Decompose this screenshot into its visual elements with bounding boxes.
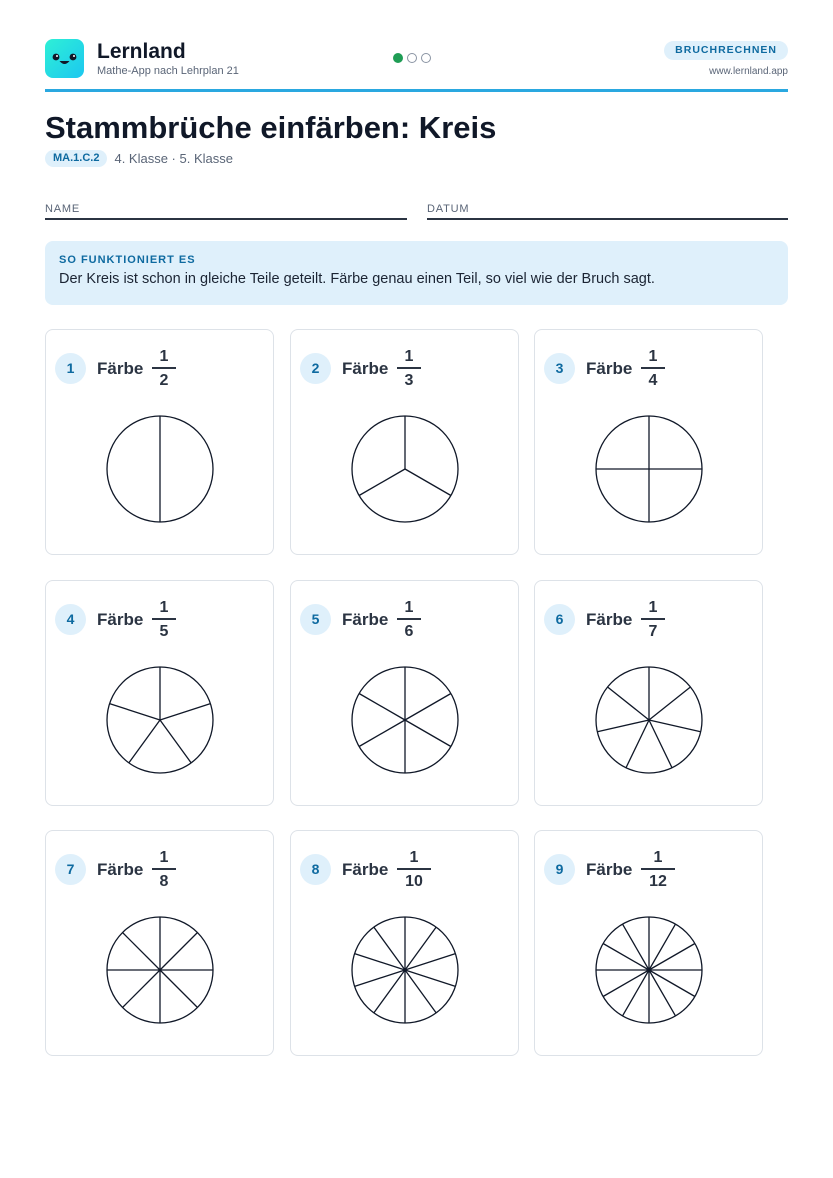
progress-dot-3 (421, 53, 431, 63)
brand-name: Lernland (97, 40, 186, 63)
task-number-badge: 8 (300, 854, 331, 885)
fraction-denominator: 5 (159, 623, 169, 640)
brand-tagline: Mathe-App nach Lehrplan 21 (97, 65, 239, 77)
instructions-box (45, 241, 788, 305)
task-number-badge: 2 (300, 353, 331, 384)
task-number-badge: 4 (55, 604, 86, 635)
fraction (398, 848, 430, 891)
task-card (290, 329, 519, 555)
fraction-circle[interactable] (105, 414, 215, 524)
task-instruction: Färbe (97, 860, 144, 879)
fraction-denominator: 12 (649, 873, 667, 890)
header-divider (45, 89, 788, 92)
site-url: www.lernland.app (709, 66, 788, 77)
fraction-numerator: 1 (159, 348, 169, 365)
fraction-circle[interactable] (105, 665, 215, 775)
fraction-bar (641, 618, 665, 620)
fraction-denominator: 7 (648, 623, 658, 640)
fraction-bar (152, 868, 176, 870)
fraction-bar (641, 868, 675, 870)
task-card (534, 580, 763, 806)
fraction (153, 598, 175, 641)
fraction-circle[interactable] (350, 915, 460, 1025)
name-label: NAME (45, 203, 80, 215)
task-card (290, 580, 519, 806)
task-card (45, 580, 274, 806)
fraction-bar (397, 618, 421, 620)
curriculum-meta (45, 150, 233, 167)
fraction-numerator: 1 (648, 599, 658, 616)
task-number-badge: 7 (55, 854, 86, 885)
progress-dot-2 (407, 53, 417, 63)
instructions-text: Der Kreis ist schon in gleiche Teile geteilt. Färbe genau einen Teil, so viel wie der Bruch sagt. (59, 271, 655, 287)
task-number-badge: 9 (544, 854, 575, 885)
task-instruction: Färbe (342, 610, 389, 629)
fraction-numerator: 1 (653, 849, 663, 866)
fraction-bar (397, 868, 431, 870)
fraction (398, 347, 420, 390)
task-instruction: Färbe (586, 610, 633, 629)
fraction (398, 598, 420, 641)
fraction-bar (152, 367, 176, 369)
fraction-numerator: 1 (159, 849, 169, 866)
task-instruction: Färbe (97, 359, 144, 378)
fraction (153, 347, 175, 390)
header (45, 38, 788, 90)
fraction-circle[interactable] (594, 414, 704, 524)
fraction-denominator: 8 (159, 873, 169, 890)
fraction-denominator: 10 (405, 873, 423, 890)
fraction-denominator: 6 (404, 623, 414, 640)
fraction-denominator: 4 (648, 372, 658, 389)
task-card (45, 830, 274, 1056)
task-card (534, 830, 763, 1056)
fraction (642, 598, 664, 641)
task-card (534, 329, 763, 555)
fraction-circle[interactable] (350, 414, 460, 524)
task-instruction: Färbe (586, 359, 633, 378)
fraction-numerator: 1 (404, 599, 414, 616)
fraction-denominator: 3 (404, 372, 414, 389)
task-number-badge: 1 (55, 353, 86, 384)
name-field[interactable] (45, 199, 407, 220)
fraction-bar (152, 618, 176, 620)
date-field[interactable] (427, 199, 788, 220)
fraction-circle[interactable] (350, 665, 460, 775)
task-number-badge: 6 (544, 604, 575, 635)
fraction-bar (397, 367, 421, 369)
instructions-title: SO FUNKTIONIERT ES (59, 254, 196, 266)
task-instruction: Färbe (342, 860, 389, 879)
task-instruction: Färbe (97, 610, 144, 629)
fraction-circle[interactable] (105, 915, 215, 1025)
fraction-circle[interactable] (594, 915, 704, 1025)
task-card (290, 830, 519, 1056)
fraction-bar (641, 367, 665, 369)
fraction-numerator: 1 (404, 348, 414, 365)
fraction-numerator: 1 (409, 849, 419, 866)
grade-levels: 4. Klasse · 5. Klasse (114, 151, 233, 166)
fraction-numerator: 1 (159, 599, 169, 616)
task-number-badge: 5 (300, 604, 331, 635)
fraction-numerator: 1 (648, 348, 658, 365)
page-title: Stammbrüche einfärben: Kreis (45, 110, 497, 145)
fraction (153, 848, 175, 891)
fraction-denominator: 2 (159, 372, 169, 389)
lernland-logo-icon (45, 39, 84, 78)
fraction-circle[interactable] (594, 665, 704, 775)
task-instruction: Färbe (342, 359, 389, 378)
task-number-badge: 3 (544, 353, 575, 384)
task-card (45, 329, 274, 555)
task-instruction: Färbe (586, 860, 633, 879)
curriculum-code-badge: MA.1.C.2 (45, 150, 107, 167)
fraction (642, 347, 664, 390)
progress-dot-1 (393, 53, 403, 63)
progress-dots (393, 53, 435, 65)
topic-badge: BRUCHRECHNEN (664, 41, 788, 60)
fraction (642, 848, 674, 891)
date-label: DATUM (427, 203, 470, 215)
